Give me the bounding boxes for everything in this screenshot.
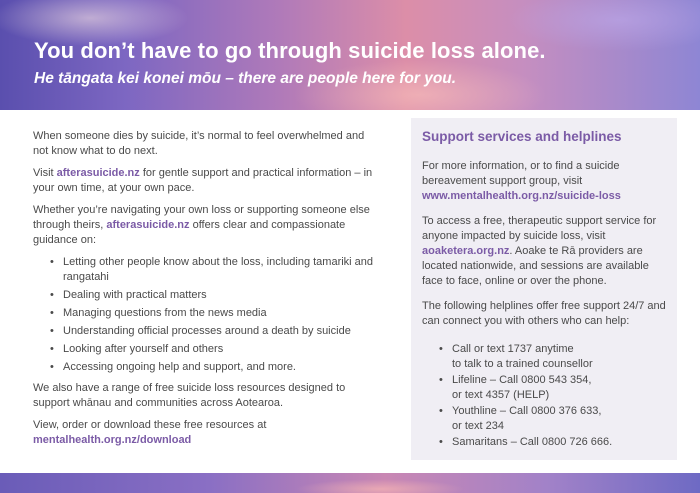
bullet-icon: • xyxy=(50,361,54,373)
helpline-line: Call or text 1737 anytime xyxy=(452,343,574,355)
bullet-icon: • xyxy=(50,289,54,301)
panel-title: Support services and helplines xyxy=(422,129,622,144)
aoaketera-link[interactable]: aoaketera.org.nz xyxy=(422,245,510,257)
list-item xyxy=(50,306,378,321)
bullet-icon: • xyxy=(439,343,443,355)
page-title: You don’t have to go through suicide loss alone. xyxy=(34,38,546,63)
bullet-icon: • xyxy=(439,405,443,417)
afterasuicide-link-2[interactable]: afterasuicide.nz xyxy=(106,219,190,231)
helpline-item xyxy=(439,435,672,450)
intro-paragraph: When someone dies by suicide, it’s normal to feel overwhelmed and not know what to do next. xyxy=(33,130,365,157)
download-text: View, order or download these free resources at xyxy=(33,419,267,431)
list-item xyxy=(50,324,378,339)
support-panel-content xyxy=(422,129,672,451)
visit-text: Visit xyxy=(33,167,57,179)
list-item-text: Managing questions from the news media xyxy=(63,307,267,319)
helpline-line: Lifeline – Call 0800 543 354, xyxy=(452,374,592,386)
helpline-item xyxy=(439,404,672,434)
page-subtitle: He tāngata kei konei mōu – there are people here for you. xyxy=(34,70,457,87)
list-item xyxy=(50,288,378,303)
visit-paragraph xyxy=(33,166,378,196)
helpline-line: or text 234 xyxy=(452,420,504,432)
bullet-icon: • xyxy=(50,307,54,319)
list-item-text: Accessing ongoing help and support, and more. xyxy=(63,361,296,373)
bullet-icon: • xyxy=(50,256,54,268)
support-panel xyxy=(411,118,677,460)
resources-paragraph: We also have a range of free suicide loss resources designed to support whānau and communities across Aotearoa. xyxy=(33,382,346,409)
helplines-list xyxy=(422,342,672,450)
visit-text-tail: for gentle support and practical information – in your own time, at your own pace. xyxy=(33,167,373,194)
helpline-line: to talk to a trained counsellor xyxy=(452,358,593,370)
download-link[interactable]: mentalhealth.org.nz/download xyxy=(33,434,192,446)
helpline-line: Samaritans – Call 0800 726 666. xyxy=(452,436,613,448)
bullet-icon: • xyxy=(50,325,54,337)
helpline-line: or text 4357 (HELP) xyxy=(452,389,550,401)
aoake-text: To access a free, therapeutic support service for anyone impacted by suicide loss, visit xyxy=(422,215,657,242)
list-item-text: Looking after yourself and others xyxy=(63,343,224,355)
bullet-icon: • xyxy=(439,436,443,448)
aoake-text-tail: . Aoake te Rā providers are located nationwide, and sessions are available face to face, online or over the phone. xyxy=(422,245,649,287)
list-item-text: Understanding official processes around a death by suicide xyxy=(63,325,351,337)
list-item-text: Letting other people know about the loss, including tamariki and rangatahi xyxy=(63,256,374,283)
list-item-text: Dealing with practical matters xyxy=(63,289,207,301)
helpline-item xyxy=(439,342,672,372)
intro-section xyxy=(33,129,378,455)
list-item xyxy=(50,360,378,375)
list-item xyxy=(50,255,378,285)
guidance-paragraph xyxy=(33,203,378,248)
afterasuicide-link[interactable]: afterasuicide.nz xyxy=(56,167,140,179)
suicide-loss-link[interactable]: www.mentalhealth.org.nz/suicide-loss xyxy=(422,190,621,202)
helpline-line: Youthline – Call 0800 376 633, xyxy=(452,405,602,417)
bullet-icon: • xyxy=(439,374,443,386)
bullet-icon: • xyxy=(50,343,54,355)
helpline-item xyxy=(439,373,672,403)
download-paragraph xyxy=(33,418,378,448)
helplines-intro: The following helplines offer free support 24/7 and can connect you with others who can help: xyxy=(422,300,666,327)
more-info-paragraph xyxy=(422,159,672,204)
list-item xyxy=(50,342,378,357)
more-info-text: For more information, or to find a suicide bereavement support group, visit xyxy=(422,160,620,187)
aoake-paragraph xyxy=(422,214,672,289)
guidance-list xyxy=(33,255,378,375)
guidance-text: Whether you’re navigating your own loss or supporting someone else through theirs, xyxy=(33,204,370,231)
guidance-text-tail: offers clear and compassionate guidance on: xyxy=(33,219,346,246)
footer-banner xyxy=(0,473,700,493)
header-banner xyxy=(0,0,700,110)
